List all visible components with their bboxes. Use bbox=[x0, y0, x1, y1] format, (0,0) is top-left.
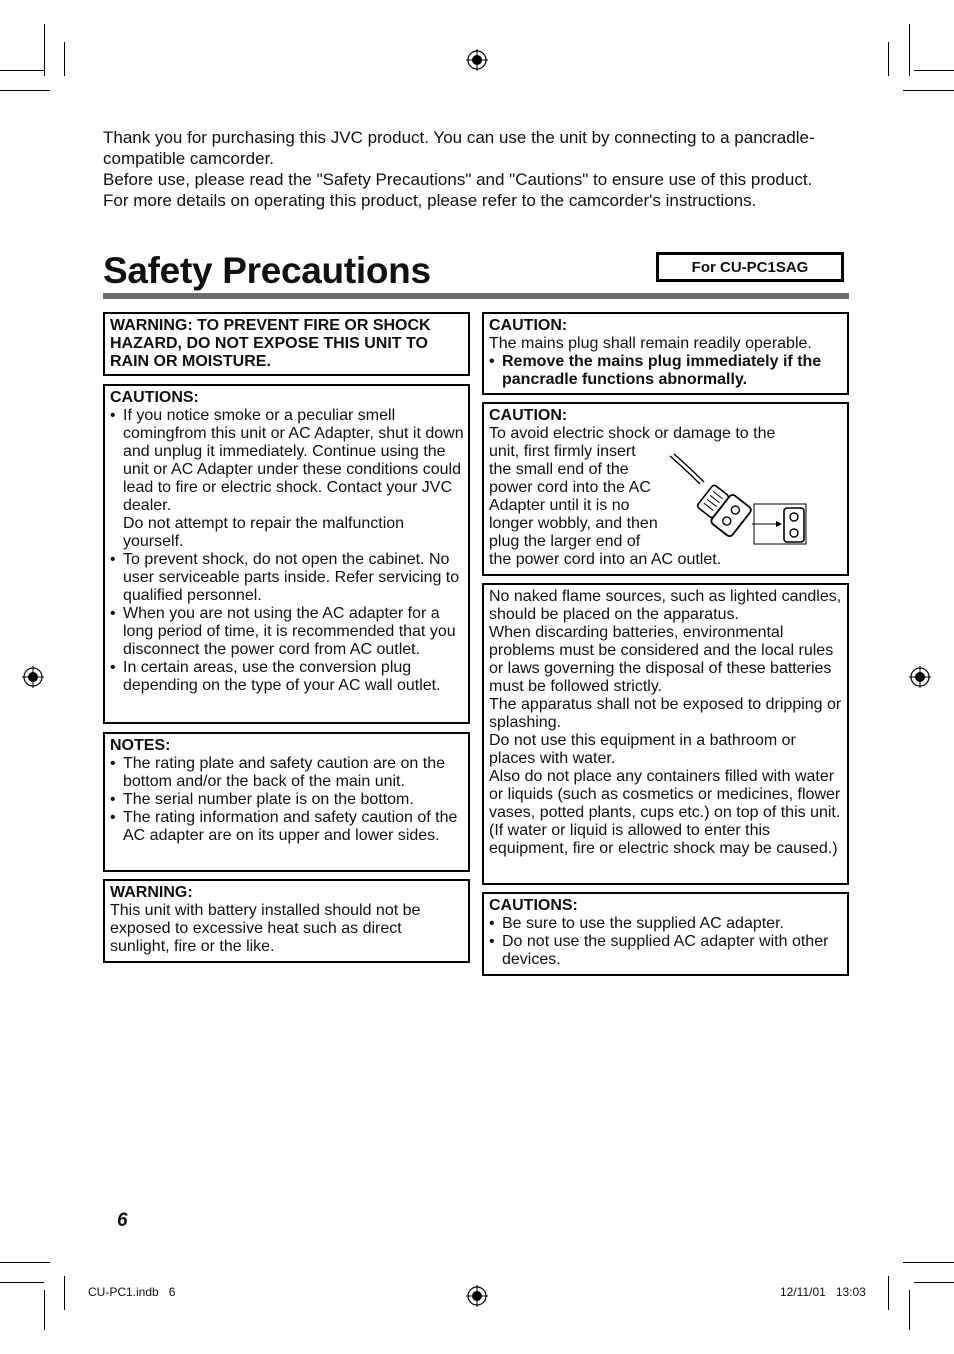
cautions-list bbox=[110, 407, 464, 695]
caution-list bbox=[489, 353, 843, 389]
caution-heading: CAUTION: bbox=[489, 407, 568, 424]
warning-text: This unit with battery installed should not be exposed to excessive heat such as direct sunlight, fire or the like. bbox=[110, 902, 421, 955]
caution-text: If you notice smoke or a peculiar smell comingfrom this unit or AC Adapter, shut it down and unplug it immediately. Continue using the unit or AC Adapter under these conditions could lead to fire or electric shock. Contact your JVC dealer. bbox=[123, 407, 464, 514]
crop-mark bbox=[909, 1290, 910, 1330]
cautions-heading: CAUTIONS: bbox=[489, 897, 578, 914]
intro-line: Before use, please read the "Safety Precautions" and "Cautions" to ensure use of this product. bbox=[103, 170, 813, 189]
warning-fire-box bbox=[103, 312, 470, 376]
caution-line: power cord into the AC bbox=[489, 479, 651, 496]
power-plug-illustration-icon bbox=[664, 452, 809, 552]
registration-mark-icon bbox=[466, 49, 488, 71]
footer-file: CU-PC1.indb 6 bbox=[88, 1285, 176, 1299]
crop-mark bbox=[0, 70, 44, 71]
notes-box bbox=[103, 732, 470, 872]
flame-paragraph: The apparatus shall not be exposed to dripping or splashing. bbox=[489, 696, 842, 731]
crop-mark bbox=[914, 70, 954, 71]
caution-line: Adapter until it is no bbox=[489, 497, 630, 514]
page-title: Safety Precautions bbox=[103, 250, 431, 291]
flame-box bbox=[482, 583, 849, 885]
list-item: • The rating plate and safety caution are on the bottom and/or the back of the main unit. bbox=[110, 755, 464, 791]
footer-timestamp: 12/11/01 13:03 bbox=[780, 1285, 866, 1299]
list-item: • In certain areas, use the conversion plug depending on the type of your AC wall outlet. bbox=[110, 659, 464, 695]
intro-line: For more details on operating this product, please refer to the camcorder's instructions. bbox=[103, 191, 757, 210]
registration-mark-icon bbox=[22, 666, 44, 688]
crop-mark bbox=[909, 24, 910, 76]
model-tag: For CU-PC1SAG bbox=[656, 252, 844, 282]
crop-mark bbox=[0, 90, 50, 91]
registration-mark-icon bbox=[466, 1285, 488, 1307]
crop-mark bbox=[903, 1262, 954, 1263]
warning-fire-text: WARNING: TO PREVENT FIRE OR SHOCK HAZARD, DO NOT EXPOSE THIS UNIT TO RAIN OR MOISTURE. bbox=[110, 317, 431, 370]
caution-heading: CAUTION: bbox=[489, 317, 568, 334]
flame-paragraph: When discarding batteries, environmental problems must be considered and the local rules or laws governing the disposal of these batteries must be followed strictly. bbox=[489, 624, 834, 695]
cautions-box bbox=[103, 384, 470, 724]
intro-text bbox=[103, 127, 823, 211]
caution-line: To avoid electric shock or damage to the bbox=[489, 425, 776, 442]
crop-mark bbox=[888, 1276, 889, 1310]
flame-paragraph: No naked flame sources, such as lighted candles, should be placed on the apparatus. bbox=[489, 588, 842, 623]
cautions-list bbox=[489, 915, 843, 969]
crop-mark bbox=[888, 42, 889, 76]
notes-list bbox=[110, 755, 464, 845]
caution-text-extra: Do not attempt to repair the malfunction yourself. bbox=[123, 515, 405, 550]
registration-mark-icon bbox=[909, 666, 931, 688]
warning-heading: WARNING: bbox=[110, 884, 193, 901]
page-number: 6 bbox=[117, 1210, 128, 1231]
warning-battery-box bbox=[103, 879, 470, 963]
list-item: • When you are not using the AC adapter for a long period of time, it is recommended that you disconnect the power cord from AC outlet. bbox=[110, 605, 464, 659]
caution-line: the power cord into an AC outlet. bbox=[489, 551, 722, 568]
title-rule bbox=[103, 293, 849, 299]
caution-line: the small end of the bbox=[489, 461, 629, 478]
flame-paragraph: Also do not place any containers filled with water or liquids (such as cosmetics or medicines, flower vases, potted plants, cups etc.) on top of this unit. (If water or liquid is allowed to enter this equipment, fire or electric shock may be caused.) bbox=[489, 768, 841, 857]
crop-mark bbox=[903, 90, 954, 91]
list-item: • Be sure to use the supplied AC adapter. bbox=[489, 915, 843, 933]
cautions-heading: CAUTIONS: bbox=[110, 389, 199, 406]
crop-mark bbox=[0, 1262, 50, 1263]
list-item: • To prevent shock, do not open the cabinet. No user serviceable parts inside. Refer servicing to qualified personnel. bbox=[110, 551, 464, 605]
crop-mark bbox=[914, 1282, 954, 1283]
crop-mark bbox=[44, 1290, 45, 1330]
crop-mark bbox=[0, 1282, 44, 1283]
list-item bbox=[110, 407, 464, 551]
crop-mark bbox=[44, 24, 45, 76]
list-item: • The rating information and safety caution of the AC adapter are on its upper and lower sides. bbox=[110, 809, 464, 845]
list-item: • Do not use the supplied AC adapter with other devices. bbox=[489, 933, 843, 969]
caution-line: plug the larger end of bbox=[489, 533, 641, 550]
crop-mark bbox=[64, 42, 65, 76]
caution-line: unit, first firmly insert bbox=[489, 443, 636, 460]
caution-mains-box bbox=[482, 312, 849, 395]
flame-paragraph: Do not use this equipment in a bathroom or places with water. bbox=[489, 732, 796, 767]
list-item: • The serial number plate is on the bottom. bbox=[110, 791, 464, 809]
notes-heading: NOTES: bbox=[110, 737, 171, 754]
crop-mark bbox=[64, 1276, 65, 1310]
caution-line: longer wobbly, and then bbox=[489, 515, 658, 532]
cautions-adapter-box bbox=[482, 892, 849, 976]
caution-text: The mains plug shall remain readily operable. bbox=[489, 335, 812, 352]
list-item: • Remove the mains plug immediately if the pancradle functions abnormally. bbox=[489, 353, 843, 389]
intro-line: Thank you for purchasing this JVC product. You can use the unit by connecting to a pancradle-compatible camcorder. bbox=[103, 128, 815, 168]
